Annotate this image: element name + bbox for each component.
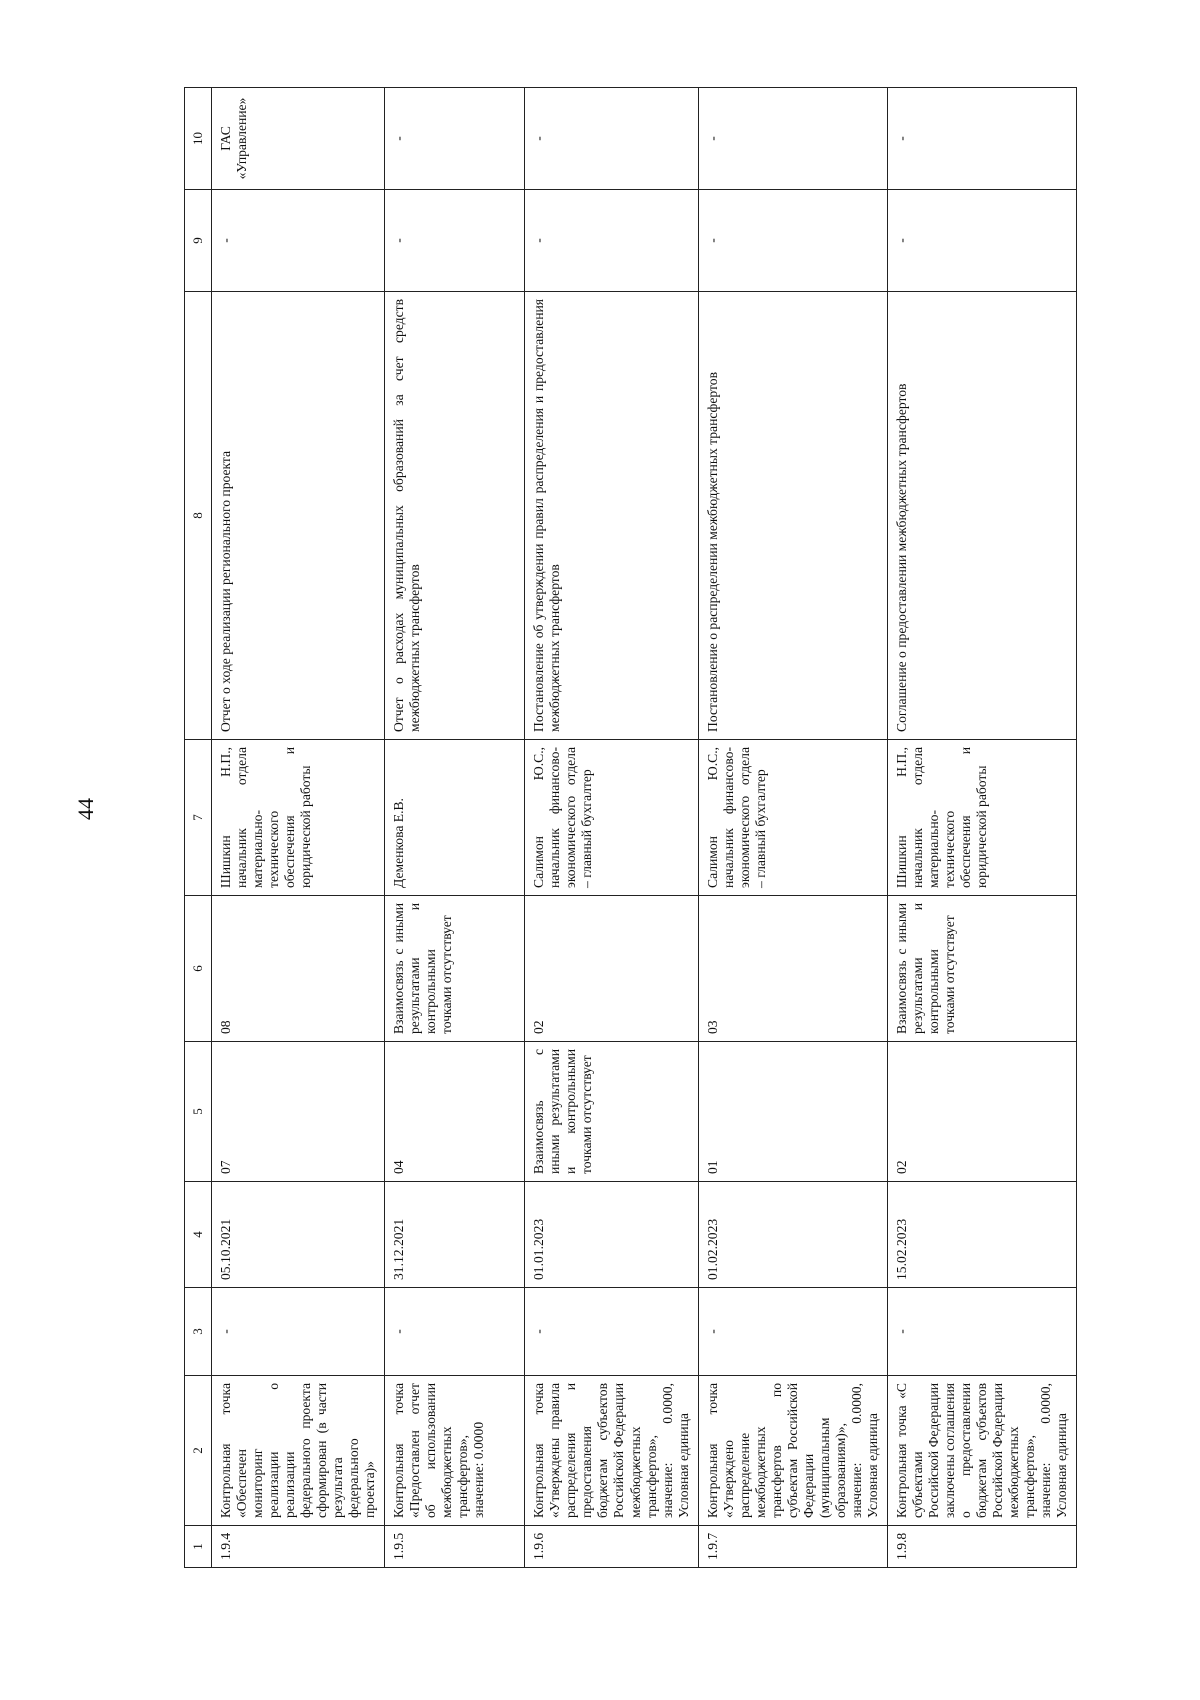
- cell-col-3: -: [212, 1288, 385, 1376]
- row-number: 1.9.4: [212, 1526, 385, 1568]
- row-number: 1.9.8: [887, 1526, 1076, 1568]
- deadline-date: 15.02.2023: [887, 1182, 1076, 1288]
- column-header-8: 8: [185, 292, 212, 740]
- cell-col-3: -: [385, 1288, 525, 1376]
- cell-col-9: -: [887, 190, 1076, 292]
- row-number: 1.9.7: [698, 1526, 887, 1568]
- column-header-7: 7: [185, 740, 212, 896]
- information-system: -: [698, 88, 887, 190]
- cell-col-9: -: [698, 190, 887, 292]
- deadline-date: 05.10.2021: [212, 1182, 385, 1288]
- cell-col-9: -: [525, 190, 698, 292]
- cell-col-9: -: [212, 190, 385, 292]
- control-point-name: Контрольная точка «Утверждены правила распределения и предоставления бюджетам субъектов Российской Федерации межбюджетных трансфертов», значение: 0.0000, Условная единица: [525, 1376, 698, 1526]
- document-type: Постановление о распределении межбюджетных трансфертов: [698, 292, 887, 740]
- document-type: Постановление об утверждении правил распределения и предоставления межбюджетных трансфертов: [525, 292, 698, 740]
- column-header-10: 10: [185, 88, 212, 190]
- predecessor: 04: [385, 1042, 525, 1182]
- table-row: [385, 88, 525, 1568]
- page-number: 44: [73, 798, 98, 820]
- column-header-3: 3: [185, 1288, 212, 1376]
- information-system: -: [385, 88, 525, 190]
- information-system: -: [525, 88, 698, 190]
- responsible-person: Салимон Ю.С., начальник финансово-экономического отдела – главный бухгалтер: [698, 740, 887, 896]
- control-point-name: Контрольная точка «Утверждено распределение межбюджетных трансфертов по субъектам Российской Федерации (муниципальным образованиям)», значение: 0.0000, Условная единица: [698, 1376, 887, 1526]
- column-header-2: 2: [185, 1376, 212, 1526]
- document-type: Отчет о расходах муниципальных образований за счет средств межбюджетных трансфертов: [385, 292, 525, 740]
- successor: Взаимосвязь с иными результатами и контрольными точками отсутствует: [887, 896, 1076, 1042]
- predecessor: Взаимосвязь с иными результатами и контрольными точками отсутствует: [525, 1042, 698, 1182]
- predecessor: 02: [887, 1042, 1076, 1182]
- control-point-name: Контрольная точка «Предоставлен отчет об использовании межбюджетных трансфертов», значение: 0.0000: [385, 1376, 525, 1526]
- document-type: Соглашение о предоставлении межбюджетных трансфертов: [887, 292, 1076, 740]
- header-row: [185, 88, 212, 1568]
- cell-col-3: -: [698, 1288, 887, 1376]
- successor: 08: [212, 896, 385, 1042]
- table-row: [525, 88, 698, 1568]
- control-points-table: [184, 87, 1077, 1568]
- table-row: [698, 88, 887, 1568]
- control-point-name: Контрольная точка «С субъектами Российской Федерации заключены соглашения о предоставлении бюджетам субъектов Российской Федерации межбюджетных трансфертов», значение: 0.0000, Условная единица: [887, 1376, 1076, 1526]
- row-number: 1.9.5: [385, 1526, 525, 1568]
- information-system: ГАС «Управление»: [212, 88, 385, 190]
- information-system: -: [887, 88, 1076, 190]
- table-row: [887, 88, 1076, 1568]
- column-header-6: 6: [185, 896, 212, 1042]
- responsible-person: Салимон Ю.С., начальник финансово-экономического отдела – главный бухгалтер: [525, 740, 698, 896]
- cell-col-3: -: [887, 1288, 1076, 1376]
- table-row: [212, 88, 385, 1568]
- predecessor: 01: [698, 1042, 887, 1182]
- successor: 03: [698, 896, 887, 1042]
- column-header-5: 5: [185, 1042, 212, 1182]
- column-header-4: 4: [185, 1182, 212, 1288]
- cell-col-9: -: [385, 190, 525, 292]
- deadline-date: 01.02.2023: [698, 1182, 887, 1288]
- row-number: 1.9.6: [525, 1526, 698, 1568]
- responsible-person: Шишкин Н.П., начальник отдела материально-технического обеспечения и юридической работы: [212, 740, 385, 896]
- cell-col-3: -: [525, 1288, 698, 1376]
- deadline-date: 31.12.2021: [385, 1182, 525, 1288]
- responsible-person: Шишкин Н.П., начальник отдела материально-технического обеспечения и юридической работы: [887, 740, 1076, 896]
- predecessor: 07: [212, 1042, 385, 1182]
- successor: 02: [525, 896, 698, 1042]
- document-table-rotated: [184, 88, 1070, 1568]
- column-header-1: 1: [185, 1526, 212, 1568]
- control-point-name: Контрольная точка «Обеспечен мониторинг реализации о реализации федерального проекта сформирован (в части результата федерального проекта)»: [212, 1376, 385, 1526]
- deadline-date: 01.01.2023: [525, 1182, 698, 1288]
- responsible-person: Деменкова Е.В.: [385, 740, 525, 896]
- column-header-9: 9: [185, 190, 212, 292]
- successor: Взаимосвязь с иными результатами и контрольными точками отсутствует: [385, 896, 525, 1042]
- document-type: Отчет о ходе реализации регионального проекта: [212, 292, 385, 740]
